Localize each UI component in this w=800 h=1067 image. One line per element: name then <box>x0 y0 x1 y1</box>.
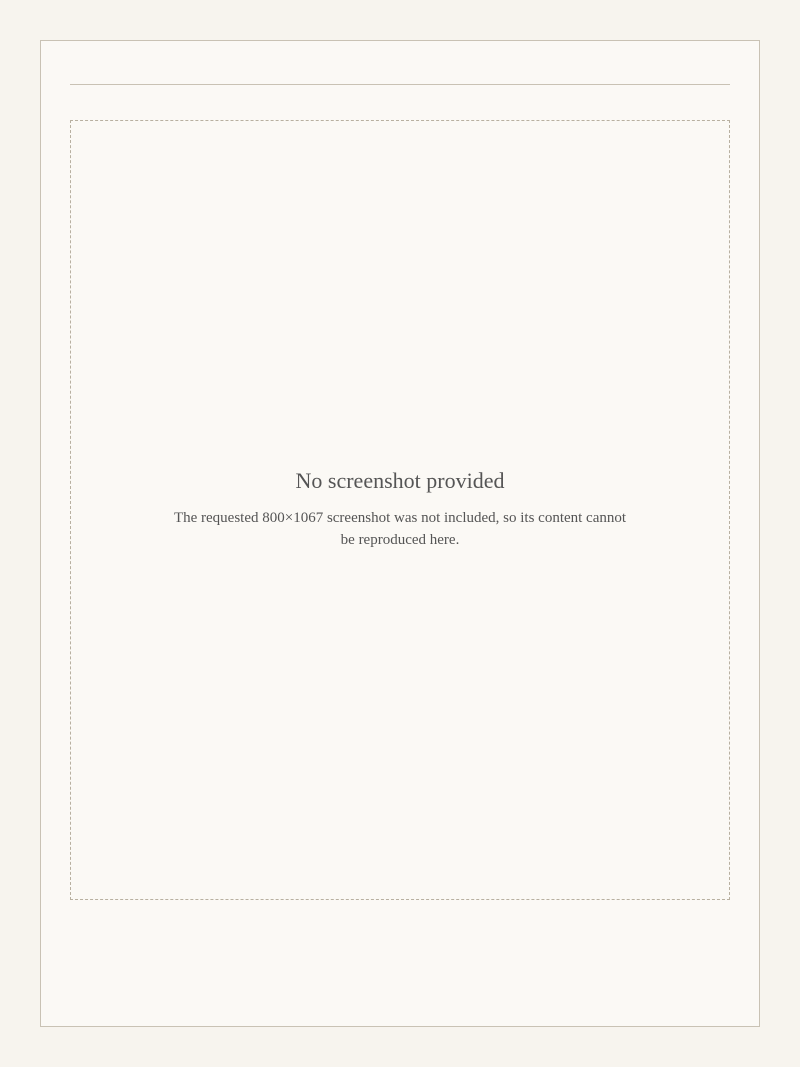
missing-image-placeholder <box>70 120 730 900</box>
footer-note <box>70 960 730 980</box>
running-head <box>70 60 730 85</box>
placeholder-message: The requested 800×1067 screenshot was not included, so its content cannot be reproduced here. <box>173 510 627 548</box>
placeholder-title: No screenshot provided <box>295 468 505 494</box>
